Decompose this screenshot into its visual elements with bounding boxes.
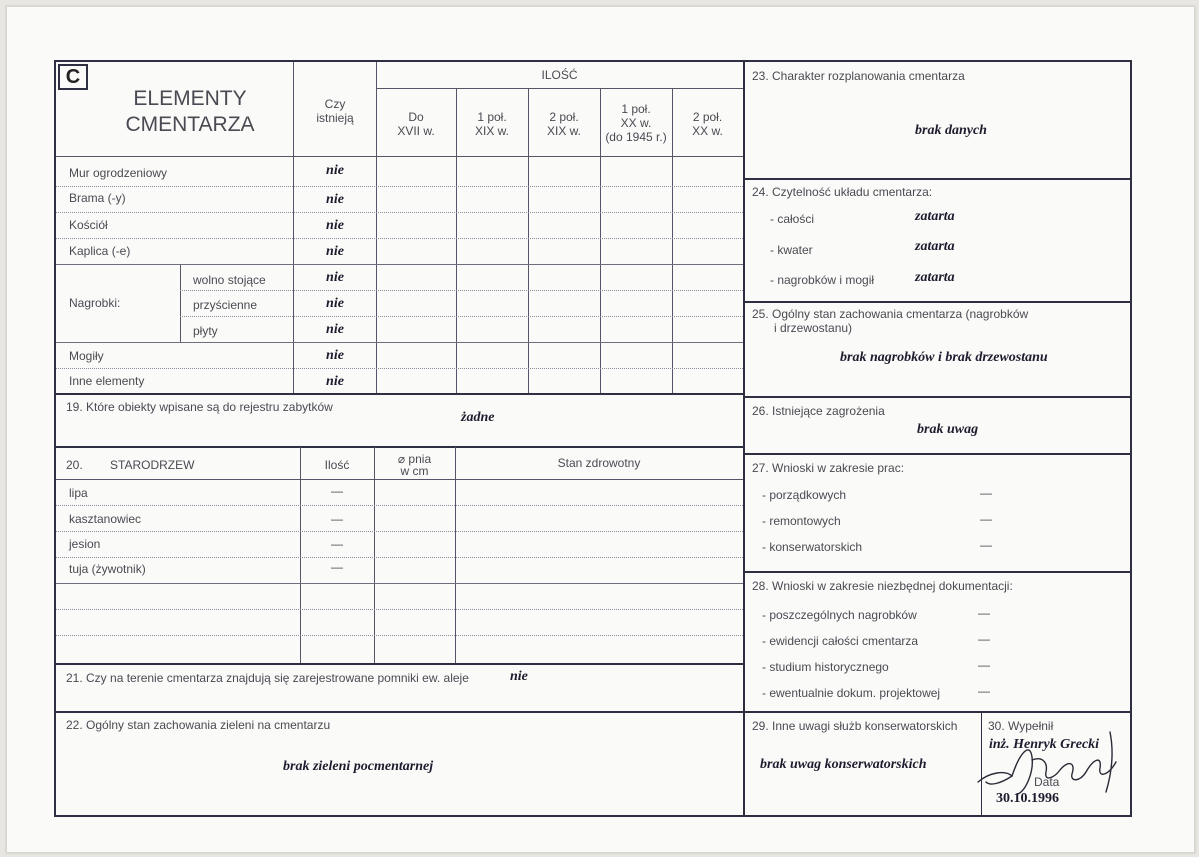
q21-label: 21. Czy na terenie cmentarza znajdują się zarejestrowane pomniki ew. aleje (66, 671, 469, 685)
q19-answer: żadne (461, 410, 495, 425)
q23-answer: brak danych (915, 123, 987, 138)
period-1-l2: XVII w. (397, 124, 435, 138)
period-4-l2: XX w. (620, 116, 652, 130)
period-5-l1: 2 poł. (692, 110, 723, 124)
q28-item-label: - poszczególnych nagrobków (762, 608, 917, 622)
period-2-l1: 1 poł. (477, 110, 507, 124)
q29-answer: brak uwag konserwatorskich (760, 757, 927, 772)
q20-num: 20. (66, 458, 83, 472)
element-value: nie (326, 322, 344, 337)
element-label: Mur ogrodzeniowy (69, 166, 168, 180)
q19-label: 19. Które obiekty wpisane są do rejestru zabytków (66, 400, 333, 414)
q20-col-pnia-1: ⌀ pnia (397, 452, 432, 466)
col-istnieja: istnieją (316, 111, 354, 125)
period-3-l2: XIX w. (546, 124, 581, 138)
q28-label: 28. Wnioski w zakresie niezbędnej dokumentacji: (752, 579, 1013, 593)
q28-item-value: — (978, 606, 990, 620)
q27-item-value: — (980, 538, 992, 552)
section-letter: C (58, 64, 88, 90)
q27-item-label: - porządkowych (762, 488, 847, 502)
col-czy: Czy (324, 97, 346, 111)
q30-label: 30. Wypełnił (988, 719, 1054, 733)
period-5-l2: XX w. (692, 124, 723, 138)
q28-item-value: — (978, 632, 990, 646)
form-frame (54, 60, 1132, 817)
title-line2: CMENTARZA (125, 113, 255, 136)
element-label: płyty (193, 324, 218, 338)
q24-item-value: zatarta (915, 239, 955, 254)
q24-item-label: - nagrobków i mogił (770, 273, 875, 287)
element-value: nie (326, 218, 344, 233)
q30-date-label: Data (1034, 775, 1060, 789)
tree-count: — (331, 560, 343, 574)
element-label: Mogiły (69, 349, 104, 363)
element-label: Inne elementy (69, 374, 145, 388)
q20-title: STARODRZEW (110, 458, 195, 472)
q30-name: inż. Henryk Grecki (989, 737, 1100, 752)
q27-item-value: — (980, 512, 992, 526)
element-value: nie (326, 270, 344, 285)
q27-label: 27. Wnioski w zakresie prac: (752, 461, 905, 475)
q24-item-value: zatarta (915, 209, 955, 224)
q29-label: 29. Inne uwagi służb konserwatorskich (752, 719, 958, 733)
q22-answer: brak zieleni pocmentarnej (283, 759, 434, 774)
q20-col-pnia-2: w cm (400, 464, 429, 478)
q24-label: 24. Czytelność układu cmentarza: (752, 185, 933, 199)
col-ilosc: ILOŚĆ (541, 68, 578, 82)
q28-item-value: — (978, 684, 990, 698)
element-value: nie (326, 348, 344, 363)
q27-item-label: - remontowych (762, 514, 841, 528)
q28-item-label: - ewidencji całości cmentarza (762, 634, 919, 648)
element-label: Kaplica (-e) (69, 244, 131, 258)
q24-item-label: - kwater (770, 243, 813, 257)
main-divider (743, 60, 745, 817)
tree-name: kasztanowiec (69, 512, 142, 526)
element-value: nie (326, 296, 344, 311)
element-value: nie (326, 192, 344, 207)
element-value: nie (326, 374, 344, 389)
period-3-l1: 2 poł. (549, 110, 579, 124)
q23-label: 23. Charakter rozplanowania cmentarza (752, 69, 965, 83)
tree-name: tuja (żywotnik) (69, 562, 146, 576)
q25-answer: brak nagrobków i brak drzewostanu (840, 350, 1048, 365)
q21-answer: nie (510, 669, 528, 684)
q25-label-1: 25. Ogólny stan zachowania cmentarza (nagrobków (752, 307, 1029, 321)
q26-label: 26. Istniejące zagrożenia (752, 404, 885, 418)
period-4-l3: (do 1945 r.) (605, 130, 667, 144)
element-value: nie (326, 244, 344, 259)
period-4-l1: 1 poł. (621, 102, 651, 116)
q28-item-label: - ewentualnie dokum. projektowej (762, 686, 941, 700)
element-label: przyścienne (193, 298, 258, 312)
q24-item-label: - całości (770, 212, 815, 226)
q20-col-ilosc: Ilość (324, 458, 350, 472)
nagrobki-label: Nagrobki: (69, 296, 121, 310)
element-label: Kościół (69, 218, 108, 232)
element-label: Brama (-y) (69, 191, 126, 205)
tree-count: — (331, 537, 343, 551)
tree-count: — (331, 484, 343, 498)
q24-item-value: zatarta (915, 270, 955, 285)
signature-icon (960, 712, 1140, 802)
q26-answer: brak uwag (917, 422, 979, 437)
tree-count: — (331, 512, 343, 526)
q20-col-stan: Stan zdrowotny (557, 456, 641, 470)
q28-item-label: - studium historycznego (762, 660, 889, 674)
title-line1: ELEMENTY (133, 87, 247, 110)
q27-item-value: — (980, 486, 992, 500)
tree-name: jesion (69, 537, 101, 551)
element-label: wolno stojące (193, 273, 266, 287)
period-1-l1: Do (408, 110, 424, 124)
q28-item-value: — (978, 658, 990, 672)
q22-label: 22. Ogólny stan zachowania zieleni na cmentarzu (66, 718, 331, 732)
tree-name: lipa (69, 486, 88, 500)
q25-label-2: i drzewostanu) (774, 321, 853, 335)
q30-date: 30.10.1996 (996, 791, 1059, 806)
q27-item-label: - konserwatorskich (762, 540, 863, 554)
period-2-l2: XIX w. (474, 124, 509, 138)
element-value: nie (326, 163, 344, 178)
